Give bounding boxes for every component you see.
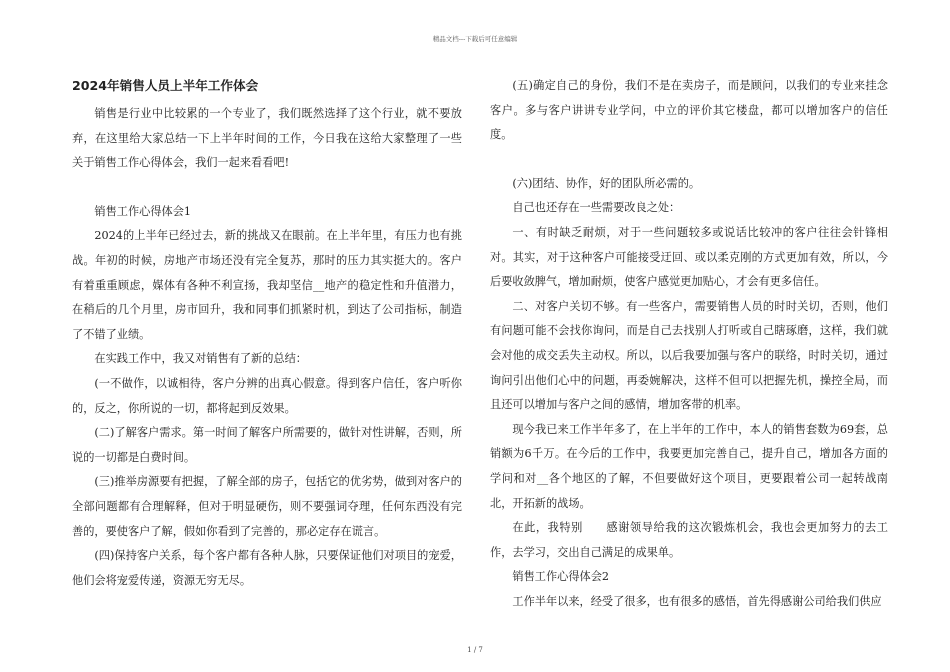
section-heading-1: 销售工作心得体会1: [94, 204, 192, 218]
paragraph: (二)了解客户需求。第一时间了解客户所需要的，做针对性讲解，否则，所说的一切都是白费时间。: [72, 426, 462, 464]
paragraph: (六)团结、协作，好的团队所必需的。: [512, 176, 701, 190]
paragraph: (三)推举房源要有把握，了解全部的房子，包括它的优劣势，做到对客户的全部问题都有合理解释，但对于明显硬伤，则不要强词夺理，任何东西没有完善的，要使客户了解，假如你看到了完善的，那必定存在谎言。: [72, 475, 462, 538]
document-title: 2024年销售人员上半年工作体会: [72, 78, 259, 93]
paragraph: (五)确定自己的身份，我们不是在卖房子，而是顾问，以我们的专业来挂念客户。多与客户讲讲专业学问，中立的评价其它楼盘，都可以增加客户的信任度。: [490, 79, 888, 142]
paragraph: (四)保持客户关系，每个客户都有各种人脉，只要保证他们对项目的宠爱，他们会将宠爱传递，资源无穷无尽。: [72, 549, 462, 587]
left-column: [72, 68, 462, 593]
section-heading-2: 销售工作心得体会2: [512, 570, 610, 584]
spacer: [72, 176, 462, 200]
spacer: [490, 148, 888, 172]
paragraph: 现今我已来工作半年多了，在上半年的工作中，本人的销售套数为69套，总销额为6千万。在今后的工作中，我要更加完善自己，提升自己，增加各方面的学问和对__各个地区的了解，不但要做好这个项目，更要跟着公司一起转战南北，开拓新的战场。: [490, 422, 888, 510]
page-header: 精品文档---下载后可任意编辑: [432, 35, 518, 43]
paragraph: 二、对客户关切不够。有一些客户，需要销售人员的时时关切，否则，他们有问题可能不会找你询问，而是自己去找别人打听或自己瞎琢磨，这样，我们就会对他的成交丢失主动权。所以，以后我要加强与客户的联络，时时关切，通过询问引出他们心中的问题，再委婉解决，这样不但可以把握先机，操控全局，而且还可以增加与客户之间的感情，增加客带的机率。: [490, 299, 888, 412]
intro-paragraph: 销售是行业中比较累的一个专业了，我们既然选择了这个行业，就不要放弃，在这里给大家总结一下上半年时间的工作，今日我在这给大家整理了一些关于销售工作心得体会，我们一起来看看吧!: [72, 107, 462, 170]
paragraph: 工作半年以来，经受了很多，也有很多的感悟，首先得感谢公司给我们供应: [512, 594, 882, 608]
paragraph: 一、有时缺乏耐烦，对于一些问题较多或说话比较冲的客户往往会针锋相对。其实，对于这种客户可能接受迂回、或以柔克刚的方式更加有效，所以，今后要收敛脾气，增加耐烦，使客户感觉更加贴心，才会有更多信任。: [490, 225, 888, 289]
paragraph: 自己也还存在一些需要改良之处：: [512, 201, 681, 215]
paragraph: 在实践工作中，我又对销售有了新的总结：: [94, 352, 307, 366]
paragraph: (一不做作，以诚相待，客户分辨的出真心假意。得到客户信任，客户听你的，反之，你所说的一切，都将起到反效果。: [72, 376, 462, 415]
paragraph: 在此，我特别 感谢领导给我的这次锻炼机会，我也会更加努力的去工作，去学习，交出自己满足的成果单。: [490, 521, 888, 559]
paragraph: 2024的上半年已经过去，新的挑战又在眼前。在上半年里，有压力也有挑战。年初的时候，房地产市场还没有完全复苏，那时的压力其实挺大的。客户有着重重顾虑，媒体有各种不利宣扬，我却坚信__地产的稳定性和升值潜力，在稍后的几个月里，房市回升，我和同事们抓紧时机，到达了公司指标，制造了不错了业绩。: [72, 229, 462, 341]
right-column: [490, 74, 888, 614]
page-number: 1 / 7: [467, 646, 483, 654]
